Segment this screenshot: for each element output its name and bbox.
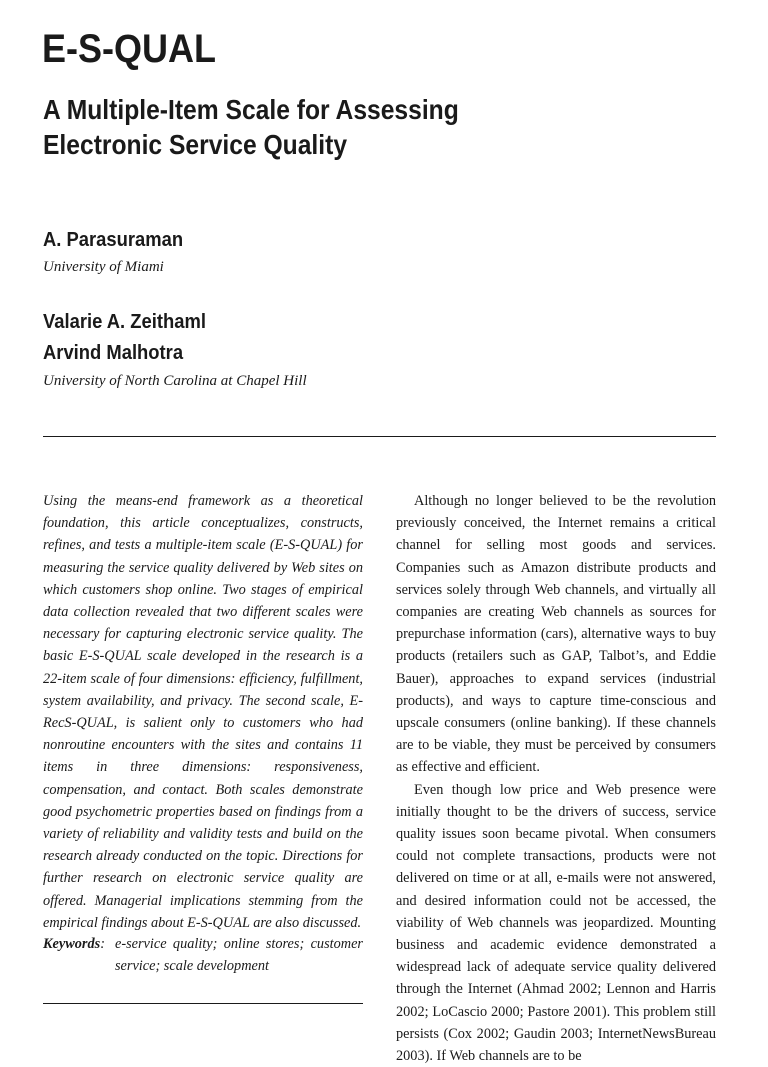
- body-paragraph-2: Even though low price and Web presence were initially thought to be the drivers of success, service quality issues soon became pivotal. When consumers could not complete transactions, products were not delivered on time or at all, e-mails were not answered, and desired information could not be accessed, the viability of Web channels was jeopardized. Mounting business and academic evidence demonstrated a widespread lack of adequate service quality delivered through the Internet (Ahmad 2002; Lennon and Harris 2002; LoCascio 2000; Pastore 2001). This problem still persists (Cox 2002; Gaudin 2003; InternetNewsBureau 2003). If Web channels are to be: [396, 781, 716, 1065]
- keywords-block: [43, 933, 363, 977]
- abstract-text: Using the means-end framework as a theoretical foundation, this article conceptualizes, constructs, refines, and tests a multiple-item scale (E-S-QUAL) for measuring the service quality delivered by Web sites on which customers shop online. Two stages of empirical data collection revealed that two different scales were necessary for capturing electronic service quality. The basic E-S-QUAL scale developed in the research is a 22-item scale of four dimensions: efficiency, fulfillment, system availability, and privacy. The second scale, E-RecS-QUAL, is salient only to customers who had nonroutine encounters with the sites and contains 11 items in three dimensions: responsiveness, compensation, and contact. Both scales demonstrate good psychometric properties based on findings from a variety of reliability and validity tests and build on the research already conducted on the topic. Directions for further research on electronic service quality are offered. Managerial implications stemming from the empirical findings about E-S-QUAL are also discussed.: [43, 493, 363, 931]
- keywords-label: Keywords: [43, 936, 101, 952]
- author-name-3: Arvind Malhotra: [43, 342, 184, 364]
- keywords-text: e-service quality; online stores; customer service; scale development: [114, 936, 363, 975]
- abstract-divider: [43, 1003, 363, 1004]
- author-affiliation-1: University of Miami: [43, 259, 164, 275]
- body-paragraph-1: Although no longer believed to be the revolution previously conceived, the Internet remains a critical channel for selling most goods and services. Companies such as Amazon distribute products and services solely through Web channels, and virtually all companies are creating Web channels as sources for prepurchase information (cars), alternative ways to buy products (retailers such as GAP, Talbot’s, and Eddie Bauer), approaches to expand services (industrial products), and ways to capture time-conscious and upscale consumers (online banking). If these channels are to be viable, they must be perceived by consumers as effective and efficient.: [396, 493, 716, 776]
- keywords-colon: :: [100, 936, 105, 952]
- body-column: [396, 490, 716, 1067]
- subtitle-line-2: Electronic Service Quality: [43, 129, 348, 160]
- author-name-1: A. Parasuraman: [43, 229, 184, 251]
- article-subtitle: [43, 92, 501, 162]
- header-divider: [43, 436, 716, 437]
- subtitle-line-1: A Multiple-Item Scale for Assessing: [43, 94, 459, 125]
- author-name-2: Valarie A. Zeithaml: [43, 311, 206, 333]
- author-affiliation-2: University of North Carolina at Chapel Hill: [43, 373, 307, 389]
- article-title: E-S-QUAL: [42, 27, 216, 71]
